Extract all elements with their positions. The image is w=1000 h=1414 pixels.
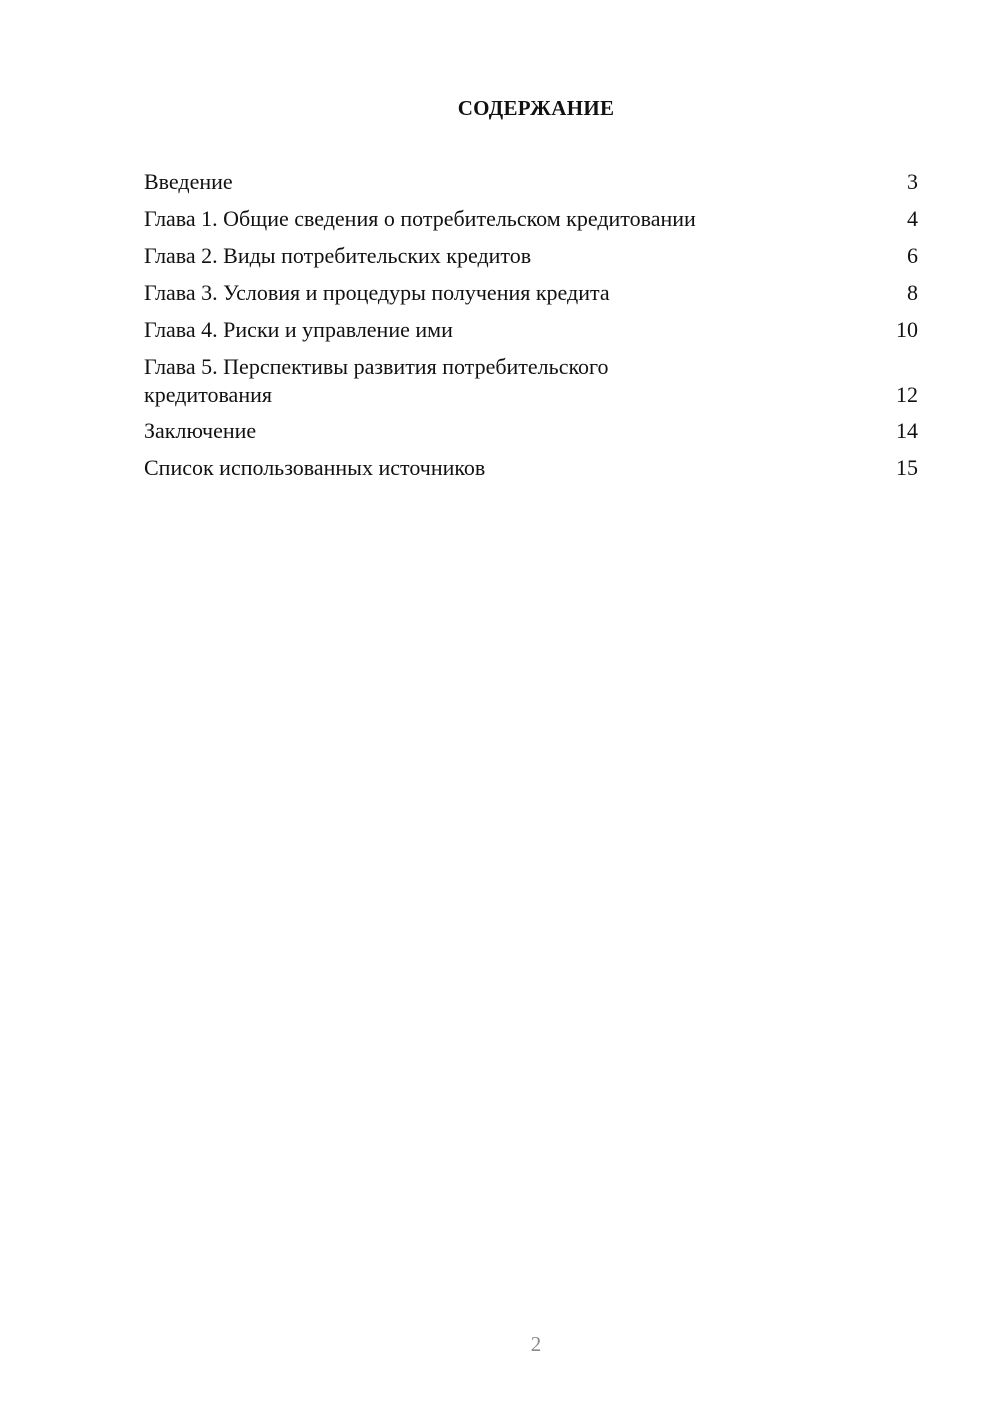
toc-entry-title: Введение (144, 169, 233, 194)
toc-entry-title: Глава 1. Общие сведения о потребительском кредитовании (144, 206, 696, 231)
toc-entry-page: 4 (907, 206, 918, 231)
toc-entry-page: 6 (907, 243, 918, 268)
toc-entry-page: 8 (907, 280, 918, 305)
toc-entry-chapter-2 (144, 242, 918, 270)
toc-entry-introduction (144, 168, 918, 196)
toc-entry-page: 3 (907, 169, 918, 194)
toc-entry-title: Глава 2. Виды потребительских кредитов (144, 243, 532, 268)
page-number: 2 (530, 1332, 542, 1356)
toc-entry-references (144, 454, 918, 482)
toc-entry-chapter-4 (144, 316, 918, 344)
toc-entry-title: Глава 4. Риски и управление ими (144, 317, 453, 342)
toc-entry-conclusion (144, 417, 918, 445)
toc-entry-chapter-5 (144, 353, 918, 409)
toc-entry-page: 12 (896, 382, 918, 407)
toc-entry-page: 15 (896, 455, 918, 480)
page-title: СОДЕРЖАНИЕ (457, 96, 615, 120)
toc-entry-title: Заключение (144, 418, 257, 443)
toc-entry-title: Список использованных источников (144, 455, 486, 480)
toc-entry-page: 14 (896, 418, 918, 443)
toc-entry-title: Глава 5. Перспективы развития потребительского кредитования (144, 354, 609, 407)
toc-entry-chapter-3 (144, 279, 918, 307)
table-of-contents (144, 168, 918, 491)
toc-entry-page: 10 (896, 317, 918, 342)
toc-entry-title: Глава 3. Условия и процедуры получения кредита (144, 280, 610, 305)
toc-entry-chapter-1 (144, 205, 918, 233)
